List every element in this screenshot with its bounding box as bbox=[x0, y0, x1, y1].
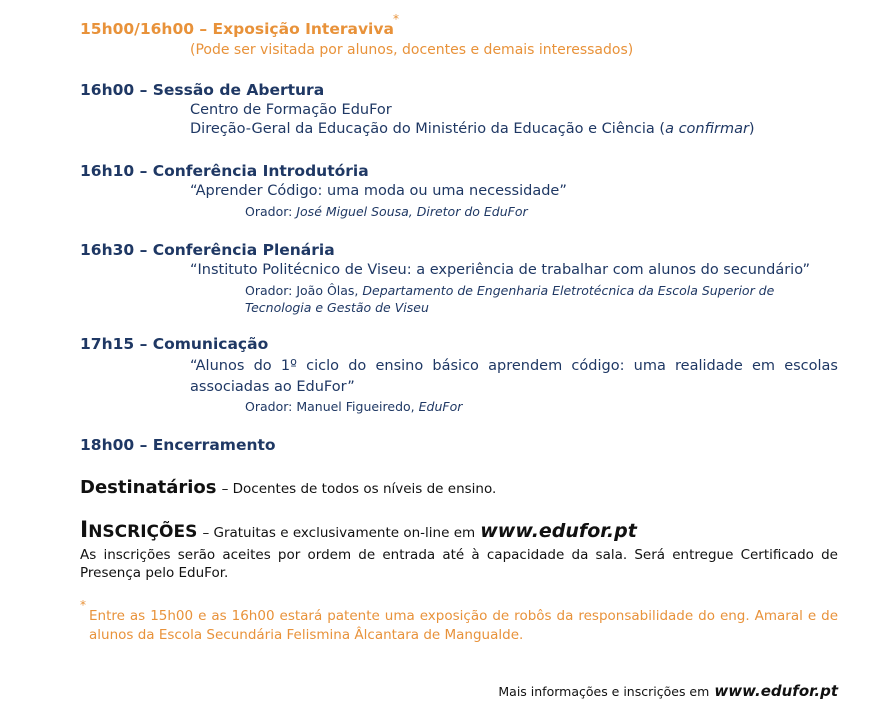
inscricoes-line bbox=[80, 518, 637, 543]
abertura-confirm-note: a confirmar bbox=[665, 121, 749, 137]
orador-label: Orador: Manuel Figueiredo, bbox=[245, 399, 415, 414]
footer-text: Mais informações e inscrições em bbox=[498, 684, 710, 699]
destinatarios-line bbox=[80, 477, 496, 498]
exposicao-heading: 15h00/16h00 – Exposição Interaviva bbox=[80, 20, 394, 38]
plenaria-quote: “Instituto Politécnico de Viseu: a experiência de trabalhar com alunos do secundário” bbox=[190, 262, 811, 278]
destinatarios-label: Destinatários bbox=[80, 477, 217, 498]
inscricoes-label-initial: I bbox=[80, 518, 89, 543]
introdutoria-quote: “Aprender Código: uma moda ou uma necessidade” bbox=[190, 183, 567, 199]
exposicao-asterisk: * bbox=[393, 12, 399, 26]
abertura-line-2-main: Direção-Geral da Educação do Ministério da Educação e Ciência ( bbox=[190, 121, 666, 137]
comunicacao-orador bbox=[245, 399, 462, 414]
inscricoes-label: NSCRIÇÕES bbox=[88, 522, 198, 542]
orador-label: Orador: bbox=[245, 204, 293, 219]
introdutoria-orador bbox=[245, 204, 528, 219]
orador-name: José Miguel Sousa, Diretor do EduFor bbox=[296, 204, 528, 219]
inscricoes-paragraph: As inscrições serão aceites por ordem de entrada até à capacidade da sala. Será entregue Certificado de Presença pelo EduFor. bbox=[80, 547, 838, 581]
introdutoria-heading: 16h10 – Conferência Introdutória bbox=[80, 162, 369, 180]
comunicacao-heading: 17h15 – Comunicação bbox=[80, 335, 269, 353]
plenaria-heading: 16h30 – Conferência Plenária bbox=[80, 241, 335, 259]
encerramento-heading: 18h00 – Encerramento bbox=[80, 436, 276, 454]
abertura-heading: 16h00 – Sessão de Abertura bbox=[80, 81, 325, 99]
footnote-asterisk: * bbox=[80, 598, 86, 612]
orador-affiliation: EduFor bbox=[418, 399, 463, 414]
orador-label: Orador: João Ôlas, bbox=[245, 283, 359, 298]
inscricoes-url-link[interactable]: www.edufor.pt bbox=[480, 520, 637, 542]
comunicacao-quote: “Alunos do 1º ciclo do ensino básico aprendem código: uma realidade em escolas associadas ao EduFor” bbox=[190, 358, 838, 395]
orador-affiliation: Departamento de Engenharia Eletrotécnica da Escola Superior de bbox=[362, 283, 775, 298]
footnote-text: Entre as 15h00 e as 16h00 estará patente uma exposição de robôs da responsabilidade do eng. Amaral e de alunos da Escola Secundária Felismina Âlcantara de Mangualde. bbox=[89, 608, 838, 643]
abertura-line-2 bbox=[190, 121, 755, 137]
exposicao-note: (Pode ser visitada por alunos, docentes e demais interessados) bbox=[190, 42, 634, 58]
destinatarios-text: – Docentes de todos os níveis de ensino. bbox=[221, 481, 497, 497]
footer-url-link[interactable]: www.edufor.pt bbox=[714, 682, 838, 700]
abertura-line-1: Centro de Formação EduFor bbox=[190, 102, 392, 118]
abertura-line-2-end: ) bbox=[748, 121, 755, 137]
plenaria-orador-line-2: Tecnologia e Gestão de Viseu bbox=[245, 300, 429, 315]
plenaria-orador bbox=[245, 283, 774, 298]
inscricoes-text: – Gratuitas e exclusivamente on-line em bbox=[202, 525, 476, 541]
footer-line bbox=[498, 681, 838, 700]
